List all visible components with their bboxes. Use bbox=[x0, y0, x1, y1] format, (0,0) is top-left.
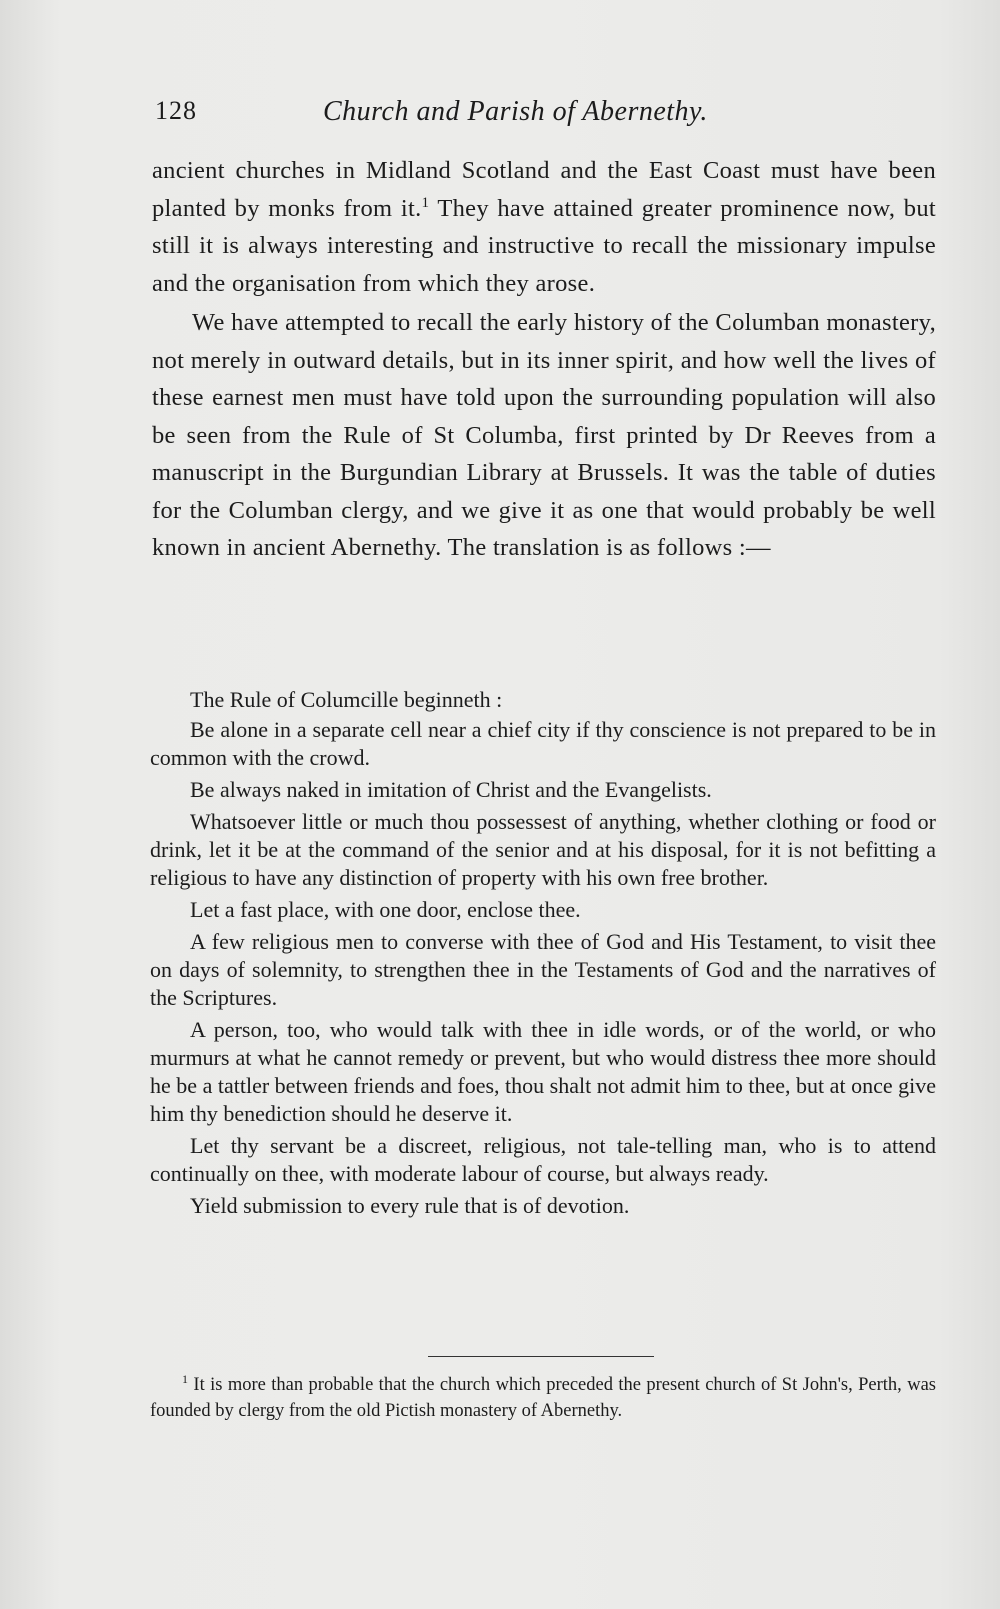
rule-item: Whatsoever little or much thou possessest of anything, whether clothing or food or drink, let it be at the command of the senior and at his disposal, for it is not befitting a religious to have any distinction of property with his own free brother. bbox=[150, 809, 936, 890]
rule-item: Yield submission to every rule that is of devotion. bbox=[190, 1193, 630, 1218]
paragraph: We have attempted to recall the early history of the Columban monastery, not merely in outward details, but in its inner spirit, and how well the lives of these earnest men must have told upon the surrounding population will also be seen from the Rule of St Columba, first printed by Dr Reeves from a manuscript in the Burgundian Library at Brussels. It was the table of duties for the Columban clergy, and we give it as one that would probably be well known in ancient Abernethy. The translation is as follows :— bbox=[152, 309, 936, 561]
page-number: 128 bbox=[155, 96, 197, 125]
footnote-divider bbox=[428, 1356, 654, 1357]
rule-heading: The Rule of Columcille beginneth : bbox=[190, 687, 503, 712]
footnote-mark: 1 bbox=[182, 1372, 188, 1386]
paragraph-text: ancient churches in Midland Scotland and the East Coast must have been planted by monks from it. bbox=[152, 157, 936, 222]
rule-item: Let a fast place, with one door, enclose thee. bbox=[190, 897, 581, 922]
paragraph-continued bbox=[152, 152, 936, 302]
running-title: Church and Parish of Abernethy. bbox=[323, 96, 708, 127]
paragraph-text: They have attained greater prominence now, but still it is always interesting and instructive to recall the missionary impulse and the organisation from which they arose. bbox=[152, 194, 936, 297]
rule-item: Let thy servant be a discreet, religious, not tale-telling man, who is to attend continually on thee, with moderate labour of course, but always ready. bbox=[150, 1133, 936, 1186]
rule-of-columcille bbox=[150, 686, 936, 1224]
footnote-paragraph bbox=[150, 1372, 936, 1424]
rule-item: A few religious men to converse with thee of God and His Testament, to visit thee on days of solemnity, to strengthen thee in the Testaments of God and the narratives of the Scriptures. bbox=[150, 929, 936, 1010]
main-text bbox=[152, 152, 936, 567]
footnote-text: It is more than probable that the church which preceded the present church of St John's, Perth, was founded by clergy from the old Pictish monastery of Abernethy. bbox=[150, 1375, 936, 1421]
rule-item: Be alone in a separate cell near a chief city if thy conscience is not prepared to be in common with the crowd. bbox=[150, 717, 936, 770]
footnote bbox=[150, 1372, 936, 1424]
rule-item: A person, too, who would talk with thee in idle words, or of the world, or who murmurs at what he cannot remedy or prevent, but who would distress thee more should he be a tattler between friends and foes, thou shalt not admit him to thee, but at once give him thy benediction should he deserve it. bbox=[150, 1017, 936, 1126]
rule-item: Be always naked in imitation of Christ and the Evangelists. bbox=[190, 777, 712, 802]
footnote-reference: 1 bbox=[421, 194, 430, 211]
page-header bbox=[155, 96, 775, 136]
